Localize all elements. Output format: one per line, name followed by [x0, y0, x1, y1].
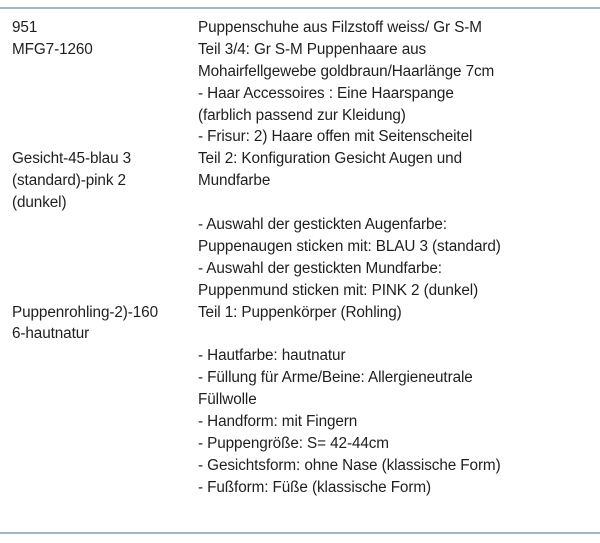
description-line: - Handform: mit Fingern: [198, 413, 358, 431]
table-row: [0, 302, 600, 499]
table-row: [0, 17, 600, 148]
blank-line: [198, 192, 600, 214]
description-line: Puppenaugen sticken mit: BLAU 3 (standard): [198, 237, 501, 255]
description-line: Füllwolle: [198, 391, 257, 409]
article-number-line: MFG7-1260: [12, 40, 93, 58]
description-cell: [198, 302, 600, 499]
description-cell: [198, 17, 600, 148]
article-number-cell: [0, 17, 198, 61]
description-line: - Hautfarbe: hautnatur: [198, 347, 346, 365]
article-number-cell: [0, 148, 198, 214]
description-line: - Frisur: 2) Haare offen mit Seitenscheitel: [198, 128, 473, 146]
bottom-divider: [0, 532, 600, 534]
article-number-line: 951: [12, 19, 38, 36]
description-line: Teil 1: Puppenkörper (Rohling): [198, 303, 402, 321]
description-line: Mundfarbe: [198, 172, 271, 190]
article-number-cell: [0, 302, 198, 346]
description-line: - Gesichtsform: ohne Nase (klassische Form): [198, 456, 501, 474]
description-line: - Puppengröße: S= 42-44cm: [198, 434, 389, 452]
description-cell: [198, 148, 600, 301]
description-line: - Fußform: Füße (klassische Form): [198, 478, 431, 496]
description-line: - Auswahl der gestickten Augenfarbe:: [198, 216, 447, 234]
article-number-line: 6-hautnatur: [12, 325, 90, 343]
description-line: (farblich passend zur Kleidung): [198, 106, 406, 124]
article-number-line: (standard)-pink 2: [12, 172, 126, 190]
description-line: Teil 3/4: Gr S-M Puppenhaare aus: [198, 40, 427, 58]
description-line: Teil 2: Konfiguration Gesicht Augen und: [198, 150, 462, 168]
description-line: Puppenschuhe aus Filzstoff weiss/ Gr S-M: [198, 19, 482, 36]
table-row: [0, 148, 600, 301]
description-line: - Auswahl der gestickten Mundfarbe:: [198, 259, 442, 277]
article-number-line: Puppenrohling-2)-160: [12, 303, 158, 321]
description-line: - Füllung für Arme/Beine: Allergieneutrale: [198, 369, 473, 387]
description-line: Puppenmund sticken mit: PINK 2 (dunkel): [198, 281, 479, 299]
article-number-line: (dunkel): [12, 194, 67, 212]
description-line: - Haar Accessoires : Eine Haarspange: [198, 84, 454, 102]
description-line: Mohairfellgewebe goldbraun/Haarlänge 7cm: [198, 62, 495, 80]
blank-line: [198, 323, 600, 345]
article-number-line: Gesicht-45-blau 3: [12, 150, 132, 168]
